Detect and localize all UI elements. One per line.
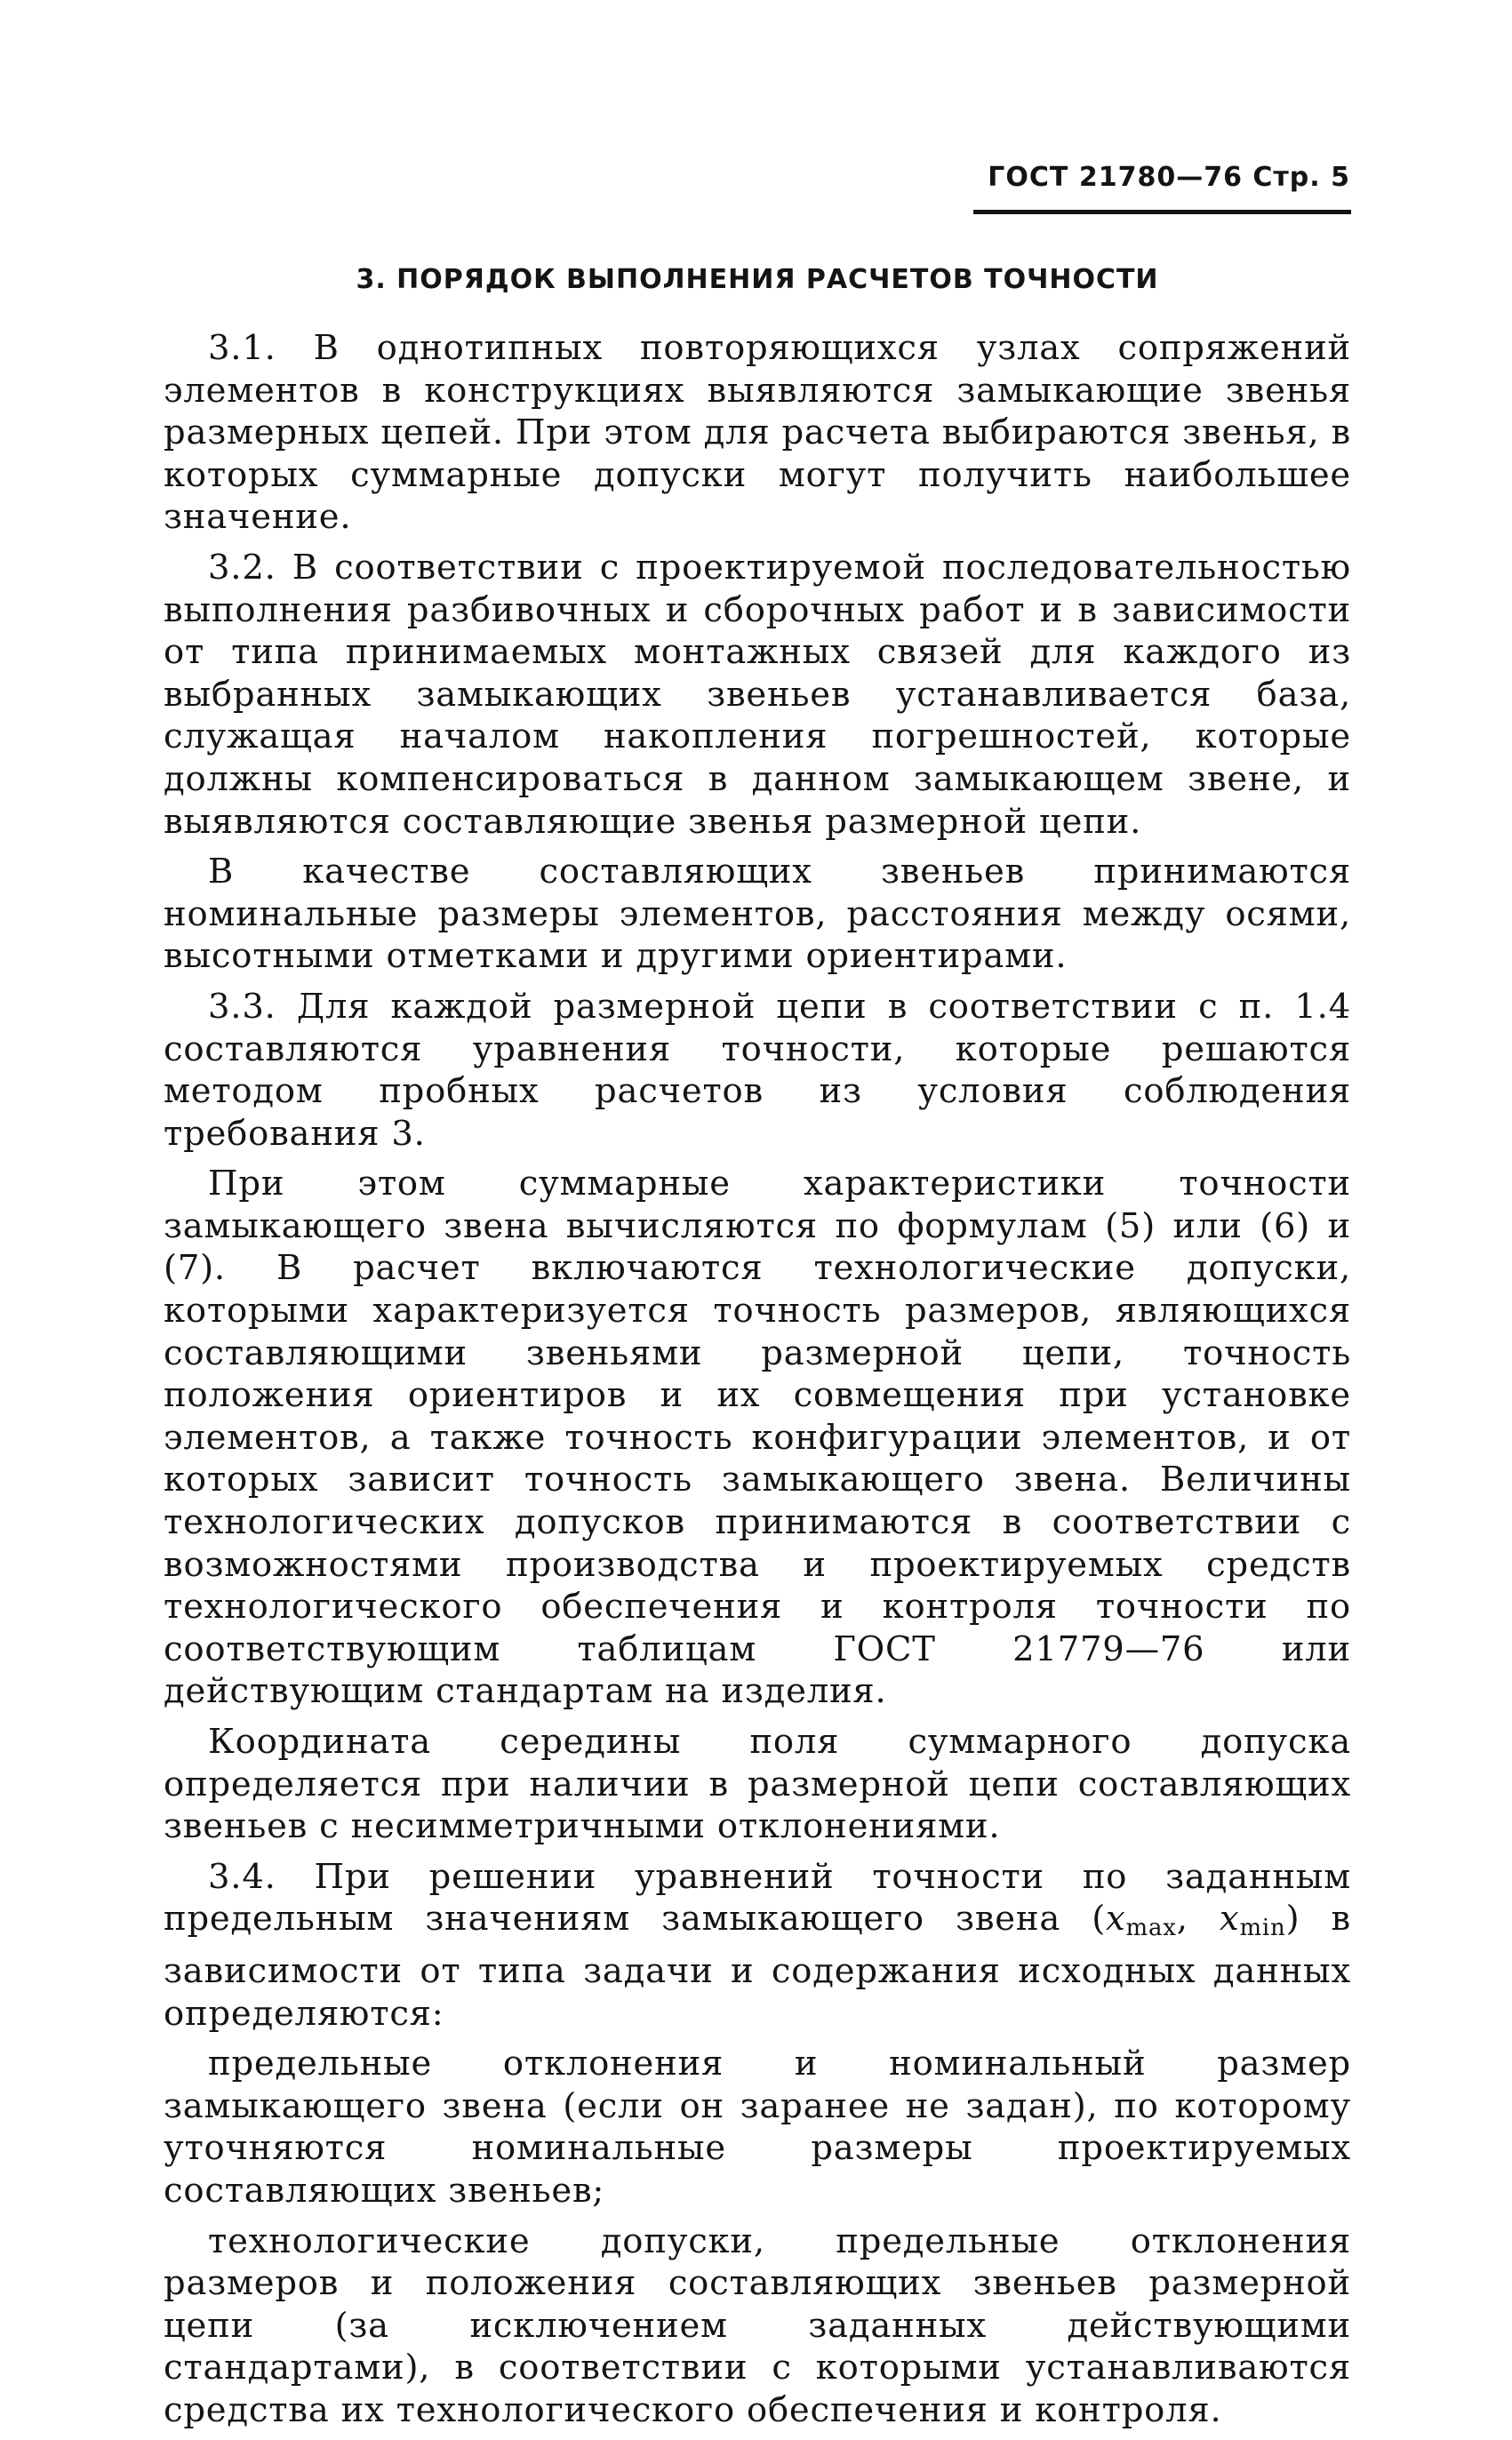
header-rule: [973, 210, 1351, 214]
paragraph-3-4-text-end: ) в зависимости от типа задачи и содержания исходных данных определяются:: [164, 1899, 1351, 2034]
paragraph-3-1: 3.1. В однотипных повторяющихся узлах сопряжений элементов в конструкциях выявляются замыкающие звенья размерных цепей. При этом для расчета выбираются звенья, в которых суммарные допуски могут получить наибольшее значение.: [164, 328, 1351, 538]
formula-var-x: x: [1219, 1899, 1240, 1940]
page-header: ГОСТ 21780—76 Стр. 5: [988, 162, 1350, 193]
section-title: 3. ПОРЯДОК ВЫПОЛНЕНИЯ РАСЧЕТОВ ТОЧНОСТИ: [356, 264, 1159, 295]
paragraph-3-4: [164, 1856, 1351, 2035]
paragraph-3-2: 3.2. В соответствии с проектируемой последовательностью выполнения разбивочных и сборочных работ и в зависимости от типа принимаемых монтажных связей для каждого из выбранных замыкающих звеньев устанавливается база, служащая началом накопления погрешностей, которые должны компенсироваться в данном замыкающем звене, и выявляются составляющие звенья размерной цепи.: [164, 547, 1351, 842]
paragraph-3-3-coordinate: Координата середины поля суммарного допуска определяется при наличии в размерной цепи составляющих звеньев с несимметричными отклонениями.: [164, 1722, 1351, 1847]
body-text: [164, 327, 1351, 2440]
formula-var-x: x: [1106, 1899, 1126, 1940]
formula-sub-min: min: [1239, 1915, 1286, 1942]
formula-sub-max: max: [1125, 1915, 1177, 1942]
paragraph-3-3: 3.3. Для каждой размерной цепи в соответствии с п. 1.4 составляются уравнения точности, которые решаются методом пробных расчетов из условия соблюдения требования 3.: [164, 986, 1351, 1154]
list-item-deviations: предельные отклонения и номинальный размер замыкающего звена (если он заранее не задан), по которому уточняются номинальные размеры проектируемых составляющих звеньев;: [164, 2044, 1351, 2211]
paragraph-3-2-cont: В качестве составляющих звеньев принимаются номинальные размеры элементов, расстояния между осями, высотными отметками и другими ориентирами.: [164, 852, 1351, 977]
list-item-tolerances: технологические допуски, предельные отклонения размеров и положения составляющих звеньев размерной цепи (за исключением заданных действующими стандартами), в соответствии с которыми устанавливаются средства их технологического обеспечения и контроля.: [164, 2220, 1351, 2430]
formula-x-max: [1106, 1899, 1177, 1942]
paragraph-3-3-cont: При этом суммарные характеристики точности замыкающего звена вычисляются по формулам (5) или (6) и (7). В расчет включаются технологические допуски, которыми характеризуется точность размеров, являющихся составляющими звеньями размерной цепи, точность положения ориентиров и их совмещения при установке элементов, а также точность конфигурации элементов, и от которых зависит точность замыкающего звена. Величины технологических допусков принимаются в соответствии с возможностями производства и проектируемых средств технологического обеспечения и контроля точности по соответствующим таблицам ГОСТ 21779—76 или действующим стандартам на изделия.: [164, 1164, 1351, 1712]
paragraph-3-4-text-start: 3.4. При решении уравнений точности по заданным предельным значениям замыкающего звена (: [164, 1856, 1351, 1940]
formula-x-min: [1219, 1899, 1286, 1942]
formula-separator: ,: [1176, 1899, 1220, 1940]
